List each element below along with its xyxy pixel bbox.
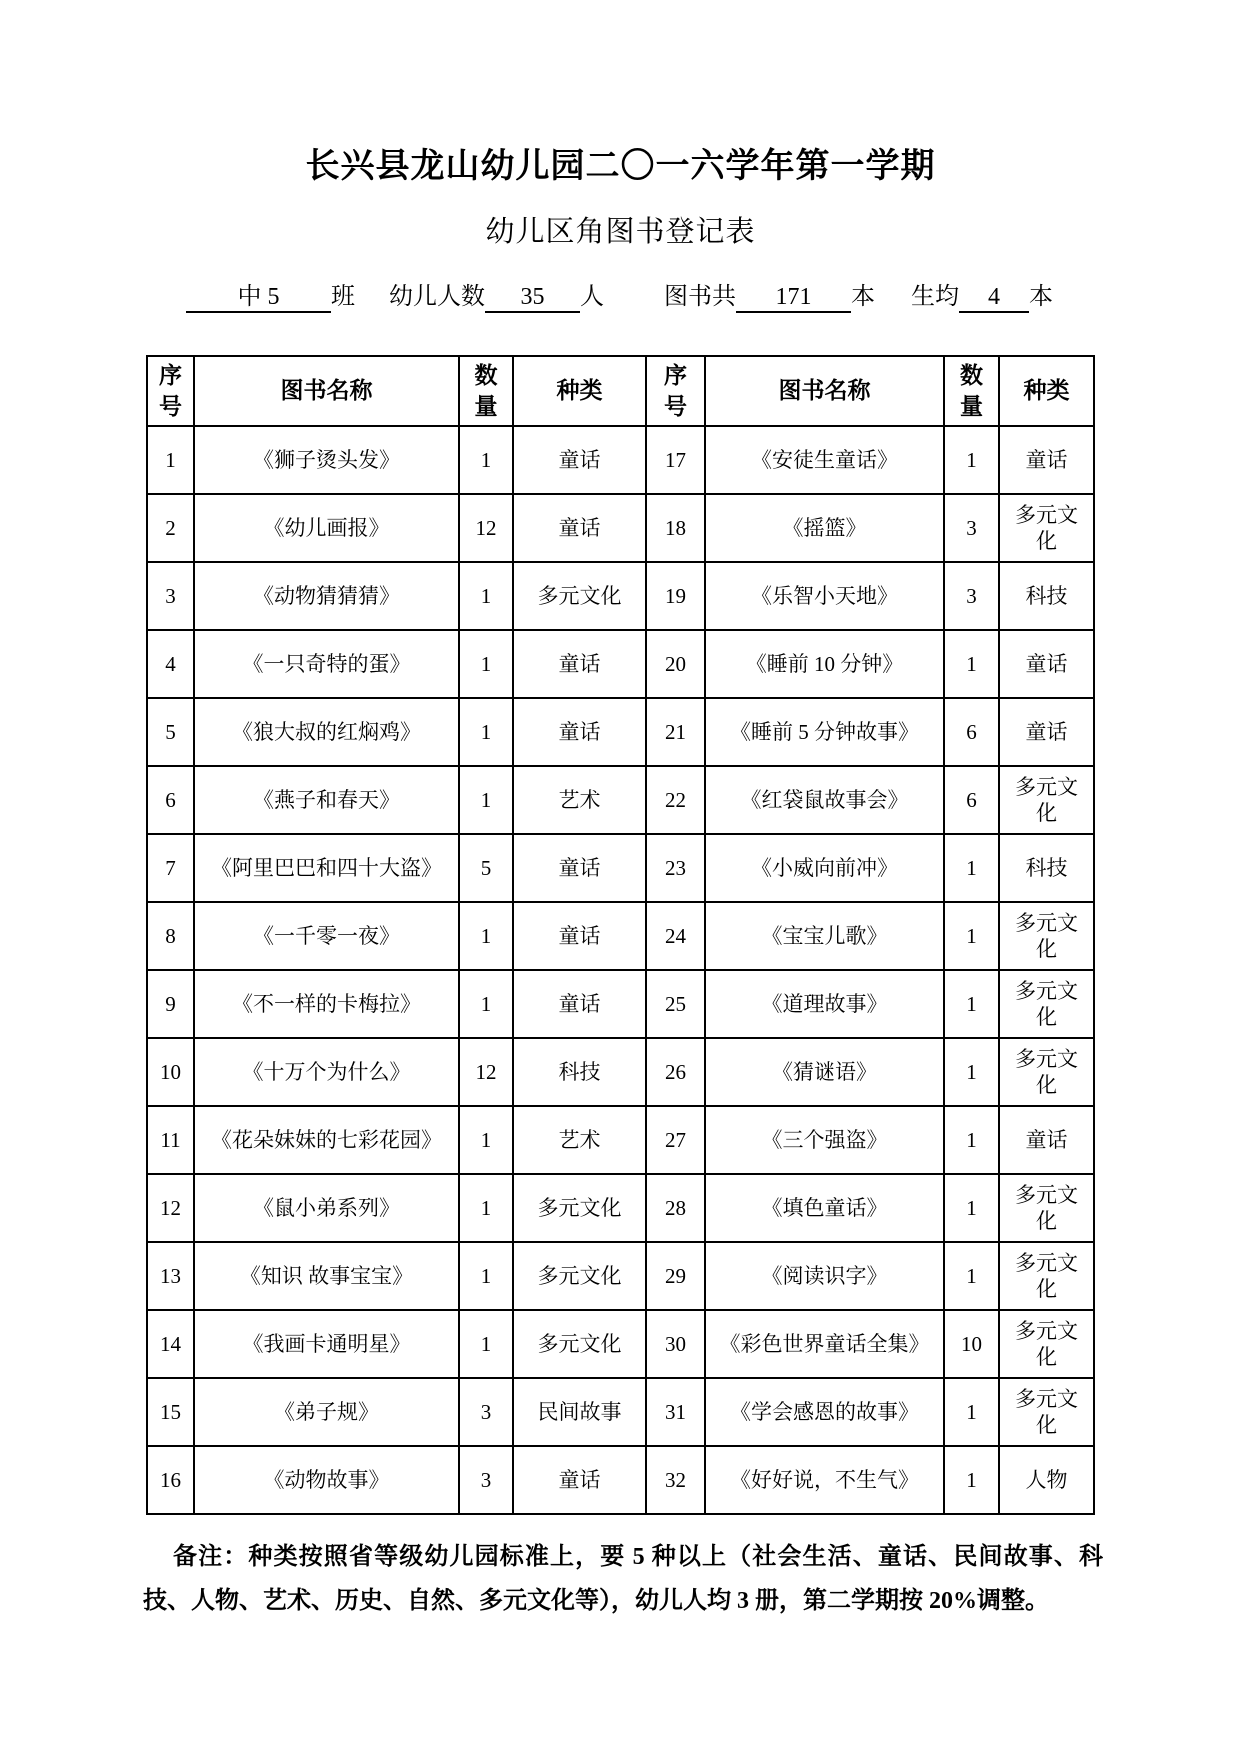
quantity-cell: 1 — [459, 562, 513, 630]
students-blank: 35 — [485, 283, 580, 313]
book-title-cell: 《三个强盗》 — [705, 1106, 944, 1174]
table-row — [147, 902, 1094, 970]
index-cell: 20 — [646, 630, 705, 698]
document-subtitle: 幼儿区角图书登记表 — [485, 216, 756, 248]
book-title-cell: 《一只奇特的蛋》 — [194, 630, 459, 698]
column-header: 种类 — [999, 356, 1094, 426]
quantity-cell: 1 — [459, 902, 513, 970]
book-title-cell: 《道理故事》 — [705, 970, 944, 1038]
book-title-cell: 《安徒生童话》 — [705, 426, 944, 494]
index-cell: 7 — [147, 834, 194, 902]
category-cell: 童话 — [513, 970, 646, 1038]
book-title-cell: 《摇篮》 — [705, 494, 944, 562]
quantity-cell: 1 — [459, 1174, 513, 1242]
quantity-cell: 1 — [459, 1242, 513, 1310]
index-cell: 27 — [646, 1106, 705, 1174]
category-cell: 多元文化 — [999, 1242, 1094, 1310]
index-cell: 3 — [147, 562, 194, 630]
category-cell: 民间故事 — [513, 1378, 646, 1446]
book-title-cell: 《睡前 5 分钟故事》 — [705, 698, 944, 766]
table-row — [147, 1174, 1094, 1242]
category-cell: 科技 — [513, 1038, 646, 1106]
book-title-cell: 《幼儿画报》 — [194, 494, 459, 562]
quantity-cell: 1 — [944, 970, 999, 1038]
category-cell: 多元文化 — [999, 1038, 1094, 1106]
book-title-cell: 《宝宝儿歌》 — [705, 902, 944, 970]
quantity-cell: 1 — [944, 1378, 999, 1446]
info-line — [186, 276, 1241, 313]
quantity-cell: 10 — [944, 1310, 999, 1378]
index-cell: 1 — [147, 426, 194, 494]
index-cell: 17 — [646, 426, 705, 494]
quantity-cell: 1 — [459, 1310, 513, 1378]
index-cell: 14 — [147, 1310, 194, 1378]
column-header: 数量 — [944, 356, 999, 426]
index-cell: 24 — [646, 902, 705, 970]
book-title-cell: 《弟子规》 — [194, 1378, 459, 1446]
quantity-cell: 1 — [944, 834, 999, 902]
category-cell: 童话 — [513, 426, 646, 494]
book-title-cell: 《一千零一夜》 — [194, 902, 459, 970]
index-cell: 10 — [147, 1038, 194, 1106]
quantity-cell: 3 — [459, 1446, 513, 1514]
category-cell: 童话 — [513, 698, 646, 766]
quantity-cell: 1 — [459, 698, 513, 766]
category-cell: 艺术 — [513, 766, 646, 834]
quantity-cell: 12 — [459, 1038, 513, 1106]
book-title-cell: 《动物故事》 — [194, 1446, 459, 1514]
column-header: 序号 — [147, 356, 194, 426]
index-cell: 28 — [646, 1174, 705, 1242]
book-title-cell: 《知识 故事宝宝》 — [194, 1242, 459, 1310]
quantity-cell: 1 — [944, 1038, 999, 1106]
book-title-cell: 《填色童话》 — [705, 1174, 944, 1242]
category-cell: 童话 — [513, 494, 646, 562]
book-title-cell: 《阿里巴巴和四十大盗》 — [194, 834, 459, 902]
table-row — [147, 494, 1094, 562]
category-cell: 多元文化 — [999, 766, 1094, 834]
students-unit: 人 — [580, 284, 604, 310]
book-title-cell: 《彩色世界童话全集》 — [705, 1310, 944, 1378]
book-title-cell: 《狮子烫头发》 — [194, 426, 459, 494]
category-cell: 童话 — [999, 426, 1094, 494]
average-unit: 本 — [1029, 284, 1053, 310]
index-cell: 6 — [147, 766, 194, 834]
table-row — [147, 562, 1094, 630]
book-title-cell: 《鼠小弟系列》 — [194, 1174, 459, 1242]
quantity-cell: 5 — [459, 834, 513, 902]
category-cell: 多元文化 — [513, 562, 646, 630]
index-cell: 11 — [147, 1106, 194, 1174]
index-cell: 22 — [646, 766, 705, 834]
index-cell: 29 — [646, 1242, 705, 1310]
index-cell: 31 — [646, 1378, 705, 1446]
index-cell: 25 — [646, 970, 705, 1038]
average-blank: 4 — [959, 283, 1029, 313]
quantity-cell: 1 — [944, 630, 999, 698]
quantity-cell: 1 — [944, 426, 999, 494]
students-label: 幼儿人数 — [389, 284, 485, 310]
index-cell: 23 — [646, 834, 705, 902]
table-row — [147, 834, 1094, 902]
table-row — [147, 970, 1094, 1038]
index-cell: 19 — [646, 562, 705, 630]
category-cell: 多元文化 — [513, 1310, 646, 1378]
category-cell: 科技 — [999, 834, 1094, 902]
quantity-cell: 3 — [944, 562, 999, 630]
footnote: 备注：种类按照省等级幼儿园标准上，要 5 种以上（社会生活、童话、民间故事、科技、人物、艺术、历史、自然、多元文化等），幼儿人均 3 册，第二学期按 20%调整。 — [143, 1544, 1103, 1614]
table-row — [147, 630, 1094, 698]
category-cell: 童话 — [513, 630, 646, 698]
book-register-table — [146, 355, 1095, 1515]
table-row — [147, 1378, 1094, 1446]
class-label: 班 — [331, 284, 355, 310]
book-title-cell: 《燕子和春天》 — [194, 766, 459, 834]
table-row — [147, 698, 1094, 766]
index-cell: 13 — [147, 1242, 194, 1310]
column-header: 数量 — [459, 356, 513, 426]
table-row — [147, 1446, 1094, 1514]
index-cell: 8 — [147, 902, 194, 970]
category-cell: 人物 — [999, 1446, 1094, 1514]
document-title: 长兴县龙山幼儿园二〇一六学年第一学期 — [305, 147, 936, 185]
index-cell: 21 — [646, 698, 705, 766]
index-cell: 4 — [147, 630, 194, 698]
table-row — [147, 1038, 1094, 1106]
book-title-cell: 《睡前 10 分钟》 — [705, 630, 944, 698]
books-unit: 本 — [851, 284, 875, 310]
category-cell: 科技 — [999, 562, 1094, 630]
average-label: 生均 — [911, 284, 959, 310]
quantity-cell: 12 — [459, 494, 513, 562]
category-cell: 多元文化 — [999, 1174, 1094, 1242]
index-cell: 18 — [646, 494, 705, 562]
column-header: 图书名称 — [705, 356, 944, 426]
quantity-cell: 1 — [944, 1242, 999, 1310]
index-cell: 9 — [147, 970, 194, 1038]
table-row — [147, 1310, 1094, 1378]
book-title-cell: 《学会感恩的故事》 — [705, 1378, 944, 1446]
category-cell: 多元文化 — [999, 494, 1094, 562]
index-cell: 5 — [147, 698, 194, 766]
category-cell: 童话 — [513, 1446, 646, 1514]
book-title-cell: 《花朵妹妹的七彩花园》 — [194, 1106, 459, 1174]
quantity-cell: 1 — [944, 1446, 999, 1514]
index-cell: 30 — [646, 1310, 705, 1378]
category-cell: 多元文化 — [999, 1378, 1094, 1446]
category-cell: 多元文化 — [999, 1310, 1094, 1378]
table-header-row — [147, 356, 1094, 426]
index-cell: 12 — [147, 1174, 194, 1242]
index-cell: 15 — [147, 1378, 194, 1446]
book-title-cell: 《阅读识字》 — [705, 1242, 944, 1310]
book-title-cell: 《不一样的卡梅拉》 — [194, 970, 459, 1038]
book-title-cell: 《我画卡通明星》 — [194, 1310, 459, 1378]
book-title-cell: 《红袋鼠故事会》 — [705, 766, 944, 834]
category-cell: 多元文化 — [513, 1242, 646, 1310]
book-title-cell: 《好好说，不生气》 — [705, 1446, 944, 1514]
quantity-cell: 1 — [944, 1106, 999, 1174]
index-cell: 32 — [646, 1446, 705, 1514]
quantity-cell: 1 — [459, 766, 513, 834]
quantity-cell: 1 — [944, 902, 999, 970]
quantity-cell: 1 — [459, 1106, 513, 1174]
books-blank: 171 — [736, 283, 851, 313]
quantity-cell: 1 — [459, 970, 513, 1038]
index-cell: 16 — [147, 1446, 194, 1514]
book-title-cell: 《十万个为什么》 — [194, 1038, 459, 1106]
category-cell: 多元文化 — [999, 902, 1094, 970]
books-label: 图书共 — [664, 284, 736, 310]
index-cell: 2 — [147, 494, 194, 562]
column-header: 序号 — [646, 356, 705, 426]
quantity-cell: 1 — [944, 1174, 999, 1242]
quantity-cell: 1 — [459, 630, 513, 698]
quantity-cell: 1 — [459, 426, 513, 494]
quantity-cell: 3 — [944, 494, 999, 562]
table-row — [147, 766, 1094, 834]
category-cell: 童话 — [999, 630, 1094, 698]
index-cell: 26 — [646, 1038, 705, 1106]
category-cell: 多元文化 — [513, 1174, 646, 1242]
book-title-cell: 《动物猜猜猜》 — [194, 562, 459, 630]
book-title-cell: 《小威向前冲》 — [705, 834, 944, 902]
book-title-cell: 《狼大叔的红焖鸡》 — [194, 698, 459, 766]
book-title-cell: 《乐智小天地》 — [705, 562, 944, 630]
quantity-cell: 3 — [459, 1378, 513, 1446]
column-header: 种类 — [513, 356, 646, 426]
table-row — [147, 1242, 1094, 1310]
table-row — [147, 426, 1094, 494]
category-cell: 艺术 — [513, 1106, 646, 1174]
book-title-cell: 《猜谜语》 — [705, 1038, 944, 1106]
category-cell: 童话 — [999, 698, 1094, 766]
category-cell: 童话 — [513, 834, 646, 902]
quantity-cell: 6 — [944, 766, 999, 834]
quantity-cell: 6 — [944, 698, 999, 766]
column-header: 图书名称 — [194, 356, 459, 426]
category-cell: 多元文化 — [999, 970, 1094, 1038]
class-blank: 中 5 — [186, 283, 331, 313]
category-cell: 童话 — [513, 902, 646, 970]
table-row — [147, 1106, 1094, 1174]
category-cell: 童话 — [999, 1106, 1094, 1174]
